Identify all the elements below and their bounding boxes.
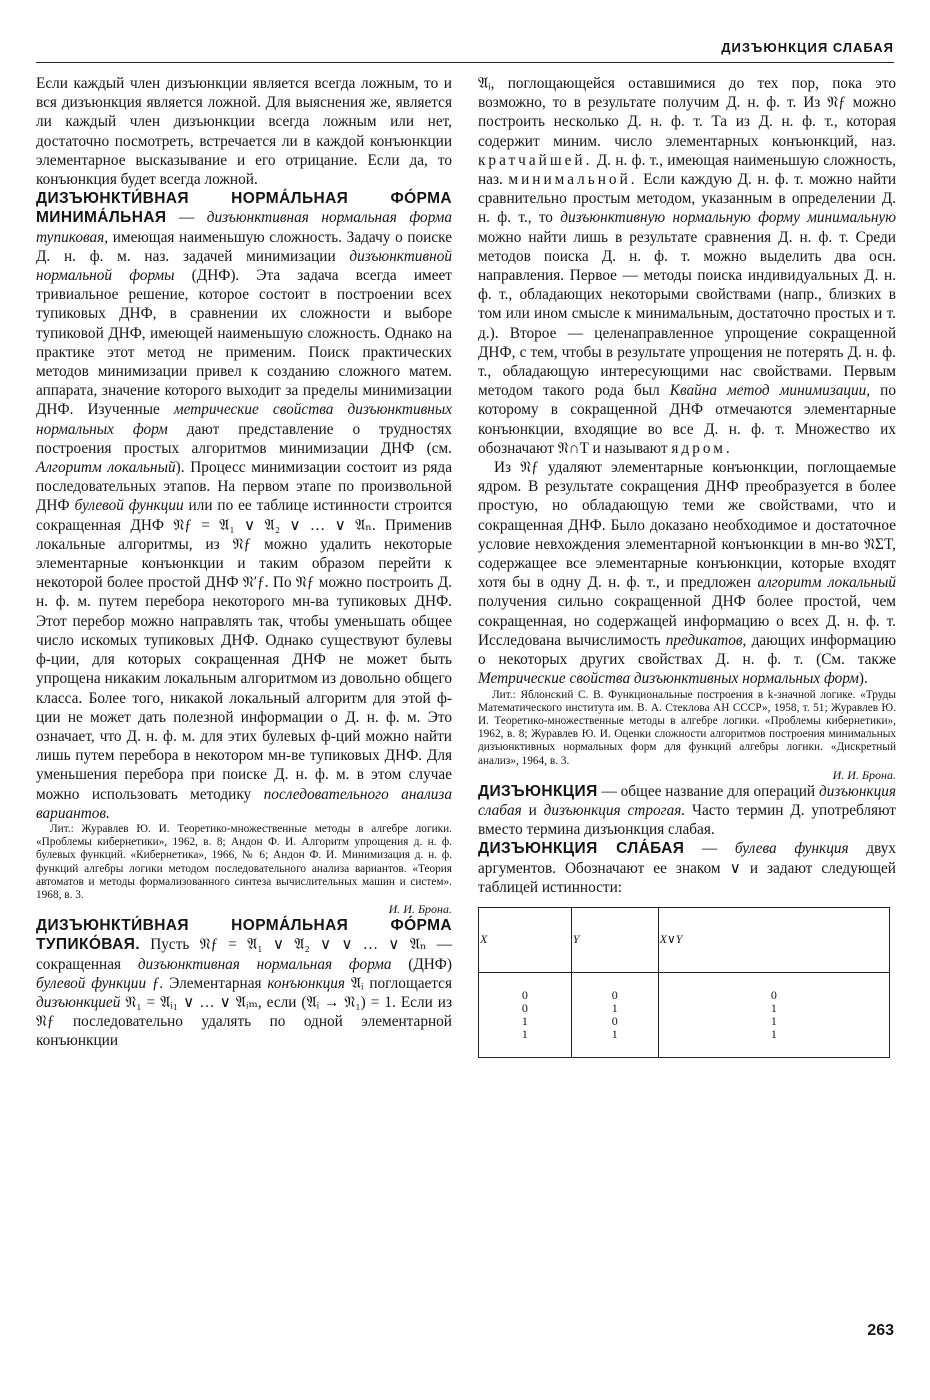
continued-paragraph [478, 74, 896, 458]
truth-table [478, 907, 890, 1058]
entry-text: ). [858, 670, 868, 688]
author-2: И. И. Брона. [832, 767, 896, 782]
link-predicates[interactable]: предикатов, [665, 631, 747, 649]
entry-text: двух аргументов. Обозначают ее знаком ∨ и задают следующей таблицей истинности: [478, 840, 897, 896]
entry-dead-end-dnf-heading: ДИЗЪЮНКТИ́ВНАЯ НОРМА́ЛЬНАЯ ФО́РМА ТУПИКО́ВАЯ. [36, 917, 452, 954]
link-local-algorithm[interactable]: Алгоритм локальный [36, 459, 176, 477]
entry-text: 𝔑₁ = 𝔄ᵢ₁ ∨ … ∨ 𝔄ᵢₘ, если (𝔄ᵢ → 𝔑₁) = 1. Если из 𝔑ƒ последовательно удалять по одной элементарной конъюнкции [36, 993, 452, 1050]
entry-text: Пусть 𝔑ƒ = 𝔄₁ ∨ 𝔄₂ ∨ ∨ … ∨ 𝔄ₙ — сокращенная [36, 936, 452, 973]
entry-text: Если каждую Д. н. ф. т. можно найти сравнительно простым методом, указанным в определении Д. н. ф. т., то [478, 171, 897, 227]
truth-table-row [479, 972, 890, 1002]
entry-text: Элементарная [163, 974, 268, 992]
link-sequential-analysis[interactable]: последовательного анализа вариантов. [36, 785, 453, 822]
link-metric-properties[interactable]: метрические свойства дизъюнктивных нормальных форм [36, 401, 452, 438]
truth-table-cell: 1 [521, 1013, 528, 1028]
truth-table-row [479, 1002, 890, 1015]
entry-text: имеющая наименьшую сложность. Задачу о поиске Д. н. ф. м. наз. задачей минимизации [36, 228, 452, 265]
truth-table-cell: 1 [658, 1015, 889, 1028]
entry-text: Из 𝔑ƒ удаляют элементарные конъюнкции, поглощаемые ядром. В результате сокращения ДНФ преобразуется в более простую, но обладающую теми же свойствами, что и сокращенная ДНФ. Было доказано необходимое и достаточное условие невхождения элементарной конъюнкции в мн-во 𝔑ΣT, содержащее все элементарные конъюнкции, которые входят хотя бы в одну Д. н. ф. т., и предложен [478, 459, 896, 592]
link-weak-disjunction[interactable]: дизъюнкция слабая [478, 782, 896, 819]
entry-minimal-dnf-heading: ДИЗЪЮНКТИ́ВНАЯ НОРМА́ЛЬНАЯ ФО́РМА МИНИМА́ЛЬНАЯ [36, 190, 452, 227]
entry-text: дающих информацию о некоторых других свойствах Д. н. ф. т. (См. также [478, 631, 896, 669]
entry-text: (ДНФ) [391, 955, 452, 973]
link-conjunction[interactable]: конъюнкция [267, 974, 346, 992]
left-column [36, 74, 452, 1051]
truth-table-cell: 0 [571, 972, 658, 1002]
truth-table-header-row [479, 907, 890, 972]
link-local-algorithm[interactable]: алгоритм локальный [757, 574, 896, 592]
link-metric-properties[interactable]: Метрические свойства дизъюнктивных нормальных форм [478, 670, 859, 688]
term-shortest: кратчайшей. [478, 151, 593, 169]
entry-weak-disjunction [478, 839, 896, 897]
paragraph-kernel [478, 458, 896, 688]
entry-text: дают представление о трудностях построения простых алгоритмов минимизации ДНФ (см. [36, 420, 453, 457]
link-boolean-function[interactable]: булевой функции ƒ. [36, 974, 164, 992]
link-strict-disjunction[interactable]: дизъюнкция строгая. [543, 801, 686, 819]
truth-table-cell: 1 [521, 1026, 528, 1041]
entry-text: (ДНФ). Эта задача всегда имеет тривиальное решение, которое состоит в построении всех тупиковых ДНФ, в сравнении их сложности и выборе тупиковой ДНФ, имеющей наименьшую сложность. Однако на практике этот метод не применим. Поиск практических методов минимизации привел к созданию сложного матем. аппарата, значение которого выходит за пределы минимизации ДНФ. Изученные [36, 267, 452, 419]
literature-1: Лит.: Журавлев Ю. И. Теоретико-множественные методы в алгебре логики. «Проблемы кибернетики», 1962, в. 8; Андон Ф. И. Алгоритм упрощения д. н. ф. булевых функций. «Кибернетика», 1966, № 6; Андон Ф. И. Минимизация д. н. ф. функций алгебры логики методом последовательного анализа вариантов. «Теория автоматов и методы формализованного синтеза вычислительных машин и систем». 1968, в. 3. [36, 822, 452, 901]
page-number: 263 [867, 1322, 894, 1339]
entry-text: 𝔄ᵢ, поглощающейся оставшимися до тех пор, пока это возможно, то в результате получим Д. н. ф. т. Из 𝔑ƒ можно построить несколько Д. н. ф. т. Та из Д. н. ф. т., которая содержит миним. число элементарных конъюнкций, наз. [478, 75, 896, 150]
entry-minimal-dnf [36, 189, 452, 823]
entry-disjunction [478, 782, 896, 840]
entry-disjunction-heading: ДИЗЪЮНКЦИЯ [478, 782, 598, 800]
truth-table-cell: 1 [658, 1002, 889, 1015]
entry-text: — общее название для операций [597, 782, 819, 800]
truth-table-cell: 1 [571, 1028, 658, 1058]
link-tupikovaya[interactable]: дизъюнктивная нормальная форма тупиковая, [36, 209, 452, 246]
truth-table-cell: 1 [571, 1002, 658, 1015]
term-minimal: минимальной. [508, 171, 638, 189]
link-disjunction[interactable]: дизъюнкцией [36, 993, 121, 1011]
truth-table-cell: 0 [521, 987, 528, 1002]
truth-table-cell: 0 [658, 972, 889, 1002]
intro-paragraph: Если каждый член дизъюнкции является всегда ложным, то и вся дизъюнкция является ложной. Для выяснения же, является ли каждый член дизъюнкции всегда ложным или нет, достаточно посмотреть, встречается ли в каждой конъюнкции элементарное высказывание и его отрицание. Если да, то конъюнкция будет всегда ложной. [36, 75, 452, 189]
entry-dead-end-dnf [36, 916, 452, 1050]
term-kernel: ядром. [671, 439, 733, 457]
entry-text: и [521, 801, 544, 819]
link-dnf[interactable]: дизъюнктивная нормальная форма [137, 955, 392, 973]
entry-text: Д. н. ф. т., имеющая наименьшую сложность, наз. [478, 151, 896, 189]
truth-table-cell: 0 [521, 1000, 528, 1015]
entry-text: — [684, 840, 735, 858]
literature-2: Лит.: Яблонский С. В. Функциональные построения в k-значной логике. «Труды Математического института им. В. А. Стеклова АН СССР», 1958, т. 51; Журавлев Ю. И. Теоретико-множественные методы в алгебре логики. «Проблемы кибернетики», 1962, в. 8; Журавлев Ю. И. Оценки сложности алгоритмов построения минимальных дизъюнктивных нормальных форм для функций алгебры логики. «Дискретный анализ», 1964, в. 3. [478, 688, 896, 767]
right-column [478, 74, 896, 1058]
truth-table-header: X [479, 907, 572, 972]
link-dnf[interactable]: дизъюнктивной нормальной формы [36, 247, 452, 285]
truth-table-cell: 1 [658, 1028, 889, 1058]
author-1: И. И. Брона. [388, 902, 452, 917]
entry-text: или по ее таблице истинности строится сокращенная ДНФ 𝔑ƒ = 𝔄₁ ∨ 𝔄₂ ∨ … ∨ 𝔄ₙ. Применив локальные алгоритмы, из 𝔑ƒ можно удалить некоторые элементарные конъюнкции и таким образом перейти к некоторой более простой ДНФ 𝔑′ƒ. По 𝔑ƒ можно построить Д. н. ф. м. путем перебора некоторого мн-ва тупиковых ДНФ. Этот перебор можно направлять так, чтобы уменьшать общее число искомых тупиковых ДНФ. Однако существуют булевы ф-ции, для которых сокращенная ДНФ не может быть упрощена никаким локальным алгоритмом из довольно общего класса. Более того, никакой локальный алгоритм для этой ф-ции не может дать полезной информации о Д. н. ф. м. Это означает, что Д. н. ф. м. для этих булевых ф-ций можно найти лишь путем перебора в некотором мн-ве тупиковых ДНФ. Для уменьшения перебора при поиске Д. н. ф. м. в этом случае можно использовать методику [36, 497, 452, 803]
truth-table-cell: 0 [571, 1015, 658, 1028]
entry-text: получения сильно сокращенной ДНФ более простой, чем сокращенная, но содержащей информацию о всех Д. н. ф. т. Исследована вычислимость [478, 593, 896, 649]
entry-weak-disjunction-heading: ДИЗЪЮНКЦИЯ СЛА́БАЯ [478, 840, 685, 858]
link-boolean-function[interactable]: булевой функции [74, 497, 184, 515]
entry-text: ). Процесс минимизации состоит из ряда последовательных этапов. На первом этапе по произвольной ДНФ [36, 459, 453, 515]
truth-table-header: Y [571, 907, 658, 972]
link-minimal-dnf[interactable]: дизъюнктивную нормальную форму минимальную [560, 209, 897, 227]
entry-text: можно найти лишь в результате сравнения Д. н. ф. т. Среди методов поиска Д. н. ф. т. можно выделить два осн. направления. Первое — методы поиска индивидуальных Д. н. ф. т., обладающих некоторыми свойствами (напр., близких в том или ином смысле к минимальным, достаточно простых и т. д.). Второе — целенаправленное упрощение сокращенной ДНФ, с тем, чтобы в результате упрощения не потерять Д. н. ф. т., обладающую интересующими нас свойствами. Первым методом такого рода был [478, 228, 896, 400]
entry-text: по которому в сокращенной ДНФ отмечаются элементарные конъюнкции, входящие во все Д. н. ф. т. Множество их обозначают 𝔑∩T и называют [478, 382, 897, 457]
entry-text: Часто термин Д. употребляют вместо термина дизъюнкция слабая. [478, 801, 896, 839]
truth-table-row [479, 1028, 890, 1058]
link-quine-method[interactable]: Квайна метод минимизации, [669, 382, 871, 400]
running-header [36, 34, 894, 63]
running-header-title: ДИЗЪЮНКЦИЯ СЛАБАЯ [721, 40, 894, 55]
entry-text: 𝔄ᵢ поглощается [345, 974, 453, 992]
truth-table-row [479, 1015, 890, 1028]
dash: — [166, 209, 207, 227]
truth-table-header: X∨Y [658, 907, 889, 972]
link-boolean-function[interactable]: булева функция [734, 840, 849, 858]
